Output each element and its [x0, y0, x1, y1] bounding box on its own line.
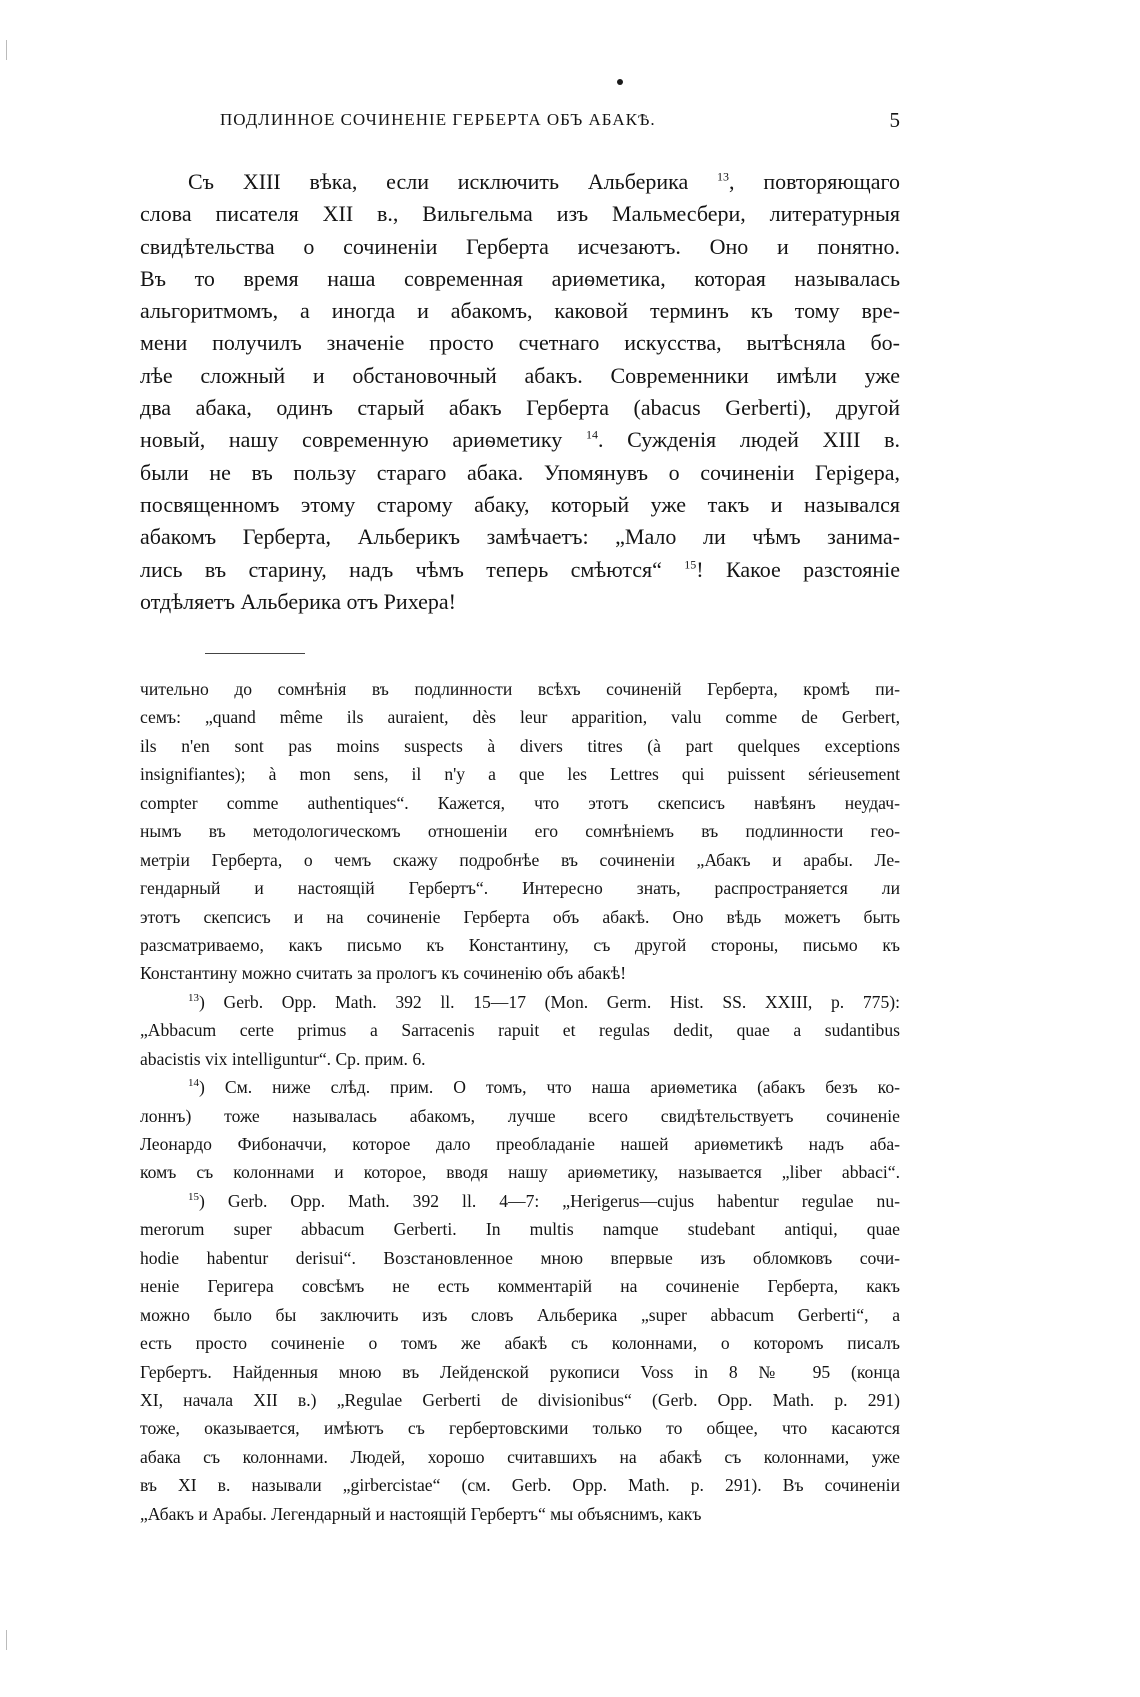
- footnote-line: [140, 732, 900, 760]
- footnote-line: [140, 1386, 900, 1414]
- main-text: [140, 166, 900, 618]
- text-run: Леонардо Фибоначчи, которое дало преобладаніе нашей ариѳметикѣ надъ аба-: [140, 1134, 900, 1154]
- footnote-line: [140, 1187, 900, 1215]
- text-run: Гербертъ. Найденныя мною въ Лейденской рукописи Voss in 8 № 95 (конца: [140, 1361, 900, 1382]
- running-title: ПОДЛИННОЕ СОЧИНЕНІЕ ГЕРБЕРТА ОБЪ АБАКѢ.: [220, 110, 656, 129]
- text-run: неніе Геригера совсѣмъ не есть комментарій на сочиненіе Герберта, какъ: [140, 1276, 900, 1297]
- text-run: есть просто сочиненіе о томъ же абакѣ съ колоннами, о которомъ писалъ: [140, 1333, 900, 1354]
- text-line: [140, 521, 900, 553]
- text-line: [140, 554, 900, 586]
- text-run: семъ: „quand même ils auraient, dès leur apparition, valu comme de Gerbert,: [140, 707, 900, 728]
- text-run: разсматриваемо, какъ письмо къ Константину, съ другой стороны, письмо къ: [140, 934, 900, 955]
- footnote-line: [140, 1471, 900, 1499]
- footnotes: [140, 675, 900, 1528]
- text-run: ! Какое разстояніе: [696, 556, 900, 582]
- text-run: этотъ скепсисъ и на сочиненіе Герберта объ абакѣ. Оно вѣдь можетъ быть: [140, 906, 900, 927]
- text-run: абакомъ Герберта, Альберикъ замѣчаетъ: „Мало ли чѣмъ занима-: [140, 524, 900, 550]
- text-run: въ XI в. называли „girbercistae“ (см. Gerb. Opp. Math. p. 291). Въ сочиненіи: [140, 1475, 900, 1496]
- text-line: [140, 327, 900, 359]
- text-line: [140, 457, 900, 489]
- footnote-line: [140, 846, 900, 874]
- footnote-number: 14: [188, 1077, 199, 1090]
- text-line: [140, 198, 900, 230]
- text-run: метріи Герберта, о чемъ скажу подробнѣе въ сочиненіи „Абакъ и арабы. Ле-: [140, 849, 900, 870]
- scan-edge-mark: [6, 40, 7, 60]
- footnote-line: [140, 874, 900, 902]
- text-run: отдѣляетъ Альберика отъ Рихера!: [140, 588, 457, 614]
- text-run: лоннъ) тоже называлась абакомъ, лучше всего свидѣтельствуетъ сочиненіе: [140, 1105, 900, 1126]
- text-run: , повторяющаго: [729, 169, 900, 194]
- footnote-line: [140, 1301, 900, 1329]
- print-dot: [617, 79, 623, 85]
- footnote-line: [140, 931, 900, 959]
- text-run: посвященномъ этому старому абаку, который уже такъ и назывался: [140, 491, 900, 517]
- text-run: ) Gerb. Opp. Math. 392 ll. 15—17 (Mon. Germ. Hist. SS. XXIII, p. 775):: [199, 991, 900, 1012]
- text-line: [140, 489, 900, 521]
- text-run: merorum super abbacum Gerberti. In multis namque studebant antiqui, quae: [140, 1219, 900, 1240]
- text-line: [140, 360, 900, 392]
- text-run: . Сужденія людей XIII в.: [598, 427, 900, 453]
- text-line: [140, 166, 900, 198]
- text-run: лись въ старину, надъ чѣмъ теперь смѣются“: [140, 556, 685, 582]
- text-line: [140, 263, 900, 295]
- footnote-ref: 14: [586, 428, 598, 443]
- text-line: [140, 295, 900, 327]
- text-run: слова писателя XII в., Вильгельма изъ Мальмесбери, литературныя: [140, 201, 900, 227]
- text-run: лѣе сложный и обстановочный абакъ. Современники имѣли уже: [140, 362, 900, 388]
- text-line: [140, 586, 900, 618]
- text-line: [140, 424, 900, 456]
- text-run: новый, нашу современную ариѳметику: [140, 427, 586, 453]
- page-header: [140, 110, 900, 140]
- footnote-line: [140, 1045, 900, 1073]
- text-run: гендарный и настоящій Гербертъ“. Интересно знать, распространяется ли: [140, 878, 900, 899]
- footnote-line: [140, 703, 900, 731]
- text-run: комъ съ колоннами и которое, вводя нашу ариѳметику, называется „liber abbaci“.: [140, 1162, 900, 1183]
- footnote-number: 13: [188, 991, 199, 1004]
- text-run: альгоритмомъ, а иногда и абакомъ, каковой терминъ къ тому вре-: [140, 298, 900, 324]
- text-run: ) Gerb. Opp. Math. 392 ll. 4—7: „Herigerus—cujus habentur regulae nu-: [199, 1190, 900, 1211]
- text-line: [140, 231, 900, 263]
- text-run: hodie habentur derisui“. Возстановленное мною впервые изъ обломковъ сочи-: [140, 1247, 900, 1268]
- footnote-line: [140, 1443, 900, 1471]
- footnote-line: [140, 1329, 900, 1357]
- footnote-line: [140, 1158, 900, 1186]
- footnote-ref: 15: [684, 557, 697, 572]
- page-number: 5: [889, 108, 900, 132]
- footnote-line: [140, 988, 900, 1016]
- text-run: XI, начала XII в.) „Regulae Gerberti de divisionibus“ (Gerb. Opp. Math. p. 291): [140, 1389, 900, 1410]
- footnote-line: [140, 1244, 900, 1272]
- footnote-line: [140, 1272, 900, 1300]
- footnote-line: [140, 1016, 900, 1044]
- text-run: ) См. ниже слѣд. прим. О томъ, что наша ариѳметика (абакъ безъ ко-: [199, 1077, 900, 1098]
- footnote-line: [140, 675, 900, 703]
- footnote-line: [140, 1073, 900, 1101]
- text-run: мени получилъ значеніе просто счетнаго искусства, вытѣсняла бо-: [140, 330, 900, 356]
- text-run: тоже, оказывается, имѣютъ съ гербертовскими только то общее, что касаются: [140, 1418, 900, 1439]
- text-run: „Abbacum certe primus a Sarracenis rapuit et regulas dedit, quae a sudantibus: [140, 1020, 900, 1041]
- footnote-line: [140, 1102, 900, 1130]
- text-run: Въ то время наша современная ариѳметика, которая называлась: [140, 265, 900, 291]
- footnote-line: [140, 789, 900, 817]
- footnote-line: [140, 1414, 900, 1442]
- text-run: Константину можно считать за прологъ къ сочиненію объ абакѣ!: [140, 963, 627, 984]
- footnote-line: [140, 1500, 900, 1528]
- text-line: [140, 392, 900, 424]
- text-run: абака съ колоннами. Людей, хорошо считавшихъ на абакѣ съ колоннами, уже: [140, 1446, 900, 1467]
- text-run: нымъ въ методологическомъ отношеніи его сомнѣніемъ въ подлинности гео-: [140, 821, 900, 842]
- footnote-separator: [205, 653, 305, 654]
- footnote-line: [140, 903, 900, 931]
- footnote-line: [140, 817, 900, 845]
- footnote-line: [140, 1130, 900, 1158]
- text-run: Съ XIII вѣка, если исключить Альберика: [188, 169, 718, 194]
- text-run: были не въ пользу стараго абака. Упомянувъ о сочиненіи Герigера,: [140, 459, 900, 485]
- footnote-line: [140, 1215, 900, 1243]
- text-run: abacistis vix intelliguntur“. Ср. прим. 6.: [140, 1048, 426, 1069]
- text-run: insignifiantes); à mon sens, il n'y a que les Lettres qui puissent sérieusement: [140, 764, 900, 785]
- text-run: можно было бы заключить изъ словъ Альберика „super abbacum Gerberti“, а: [140, 1304, 900, 1325]
- footnote-line: [140, 959, 900, 987]
- scan-edge-mark: [6, 1630, 7, 1650]
- footnote-ref: 13: [717, 169, 730, 184]
- text-run: чительно до сомнѣнія въ подлинности всѣхъ сочиненій Герберта, кромѣ пи-: [140, 679, 900, 699]
- text-run: compter comme authentiques“. Кажется, что этотъ скепсисъ навѣянъ неудач-: [140, 792, 900, 813]
- footnote-line: [140, 760, 900, 788]
- text-run: ils n'en sont pas moins suspects à divers titres (à part quelques exceptions: [140, 735, 900, 756]
- text-run: два абака, одинъ старый абакъ Герберта (abacus Gerberti), другой: [140, 395, 900, 421]
- footnote-line: [140, 1358, 900, 1386]
- text-run: „Абакъ и Арабы. Легендарный и настоящій Гербертъ“ мы объяснимъ, какъ: [140, 1503, 702, 1524]
- footnote-number: 15: [188, 1191, 199, 1204]
- text-run: свидѣтельства о сочиненіи Герберта исчезаютъ. Оно и понятно.: [140, 233, 900, 259]
